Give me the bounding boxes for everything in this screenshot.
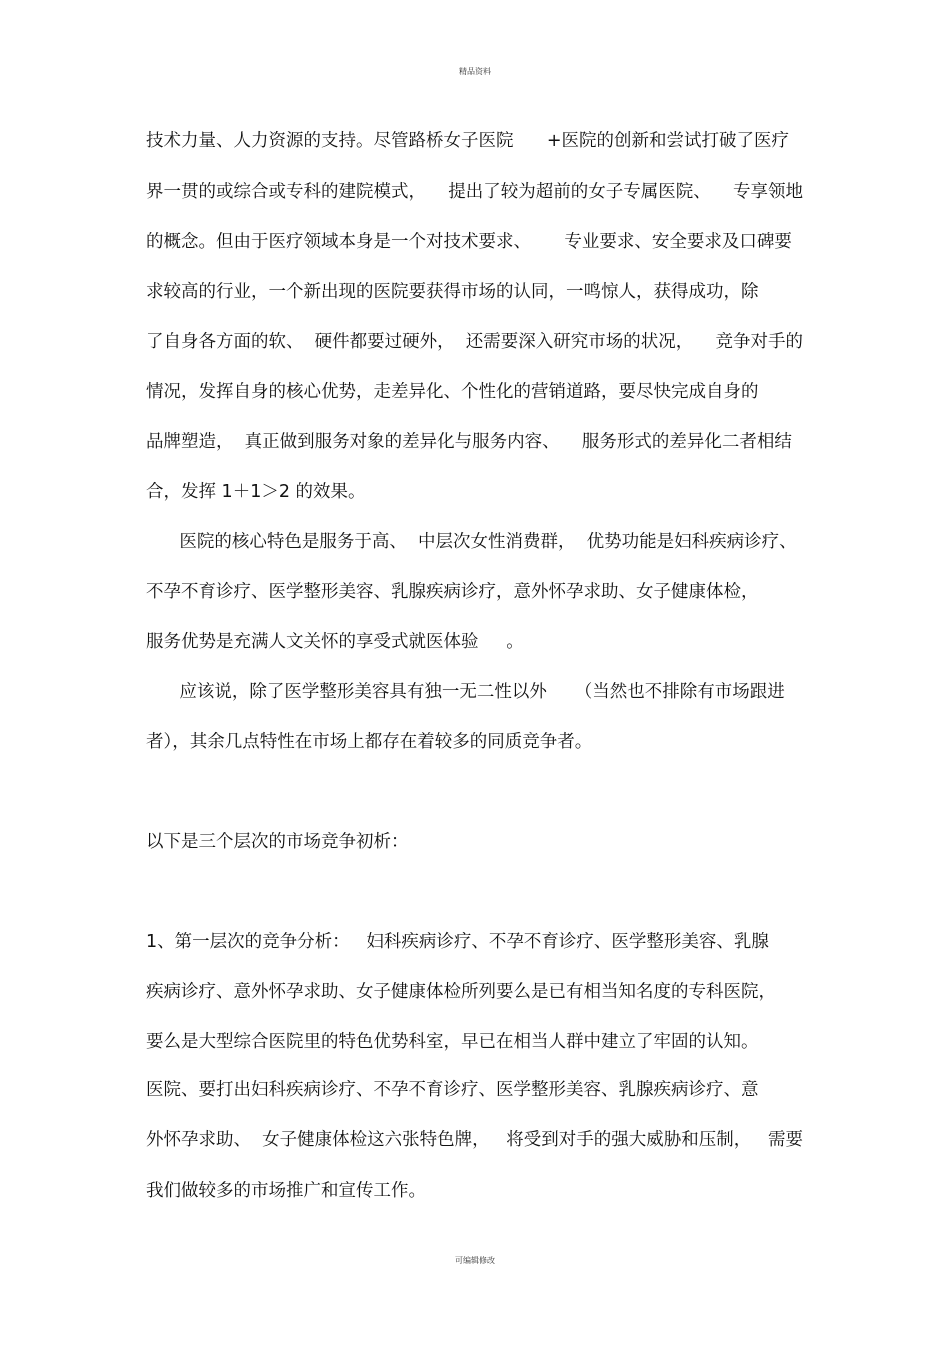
text-line: 医院、要打出妇科疾病诊疗、不孕不育诊疗、医学整形美容、乳腺疾病诊疗、意 [146, 1080, 759, 1100]
text-line: 要么是大型综合医院里的特色优势科室，早已在相当人群中建立了牢固的认知。 [146, 1032, 759, 1052]
text-line: 以下是三个层次的市场竞争初析： [146, 832, 409, 852]
text-line: 者），其余几点特性在市场上都存在着较多的同质竞争者。 [146, 732, 593, 752]
text-line: 合，发挥 1＋1＞2 的效果。 [146, 482, 366, 502]
text-line: 外怀孕求助、 女子健康体检这六张特色牌， 将受到对手的强大威胁和压制， 需要 [146, 1130, 803, 1150]
text-line: 品牌塑造， 真正做到服务对象的差异化与服务内容、 服务形式的差异化二者相结 [146, 432, 792, 452]
text-line: 技术力量、人力资源的支持。尽管路桥女子医院 +医院的创新和尝试打破了医疗 [146, 131, 790, 151]
text-line: 不孕不育诊疗、医学整形美容、乳腺疾病诊疗，意外怀孕求助、女子健康体检， [146, 582, 759, 602]
text-line: 界一贯的或综合或专科的建院模式， 提出了较为超前的女子专属医院、 专享领地 [146, 182, 803, 202]
text-line: 1、第一层次的竞争分析： 妇科疾病诊疗、不孕不育诊疗、医学整形美容、乳腺 [146, 932, 769, 952]
text-line: 情况，发挥自身的核心优势，走差异化、个性化的营销道路，要尽快完成自身的 [146, 382, 759, 402]
page-header-note: 精品资料 [459, 67, 491, 76]
text-line: 疾病诊疗、意外怀孕求助、女子健康体检所列要么是已有相当知名度的专科医院， [146, 982, 776, 1002]
text-line: 医院的核心特色是服务于高、 中层次女性消费群， 优势功能是妇科疾病诊疗、 [146, 532, 797, 552]
text-line: 的概念。但由于医疗领域本身是一个对技术要求、 专业要求、安全要求及口碑要 [146, 232, 792, 252]
page-footer-note: 可编辑修改 [455, 1256, 495, 1265]
text-line: 我们做较多的市场推广和宣传工作。 [146, 1181, 426, 1201]
text-line: 了自身各方面的软、 硬件都要过硬外， 还需要深入研究市场的状况， 竞争对手的 [146, 332, 803, 352]
text-line: 求较高的行业，一个新出现的医院要获得市场的认同，一鸣惊人，获得成功，除 [146, 282, 759, 302]
text-line: 应该说，除了医学整形美容具有独一无二性以外 （当然也不排除有市场跟进 [146, 682, 785, 702]
text-line: 服务优势是充满人文关怀的享受式就医体验 。 [146, 632, 524, 652]
